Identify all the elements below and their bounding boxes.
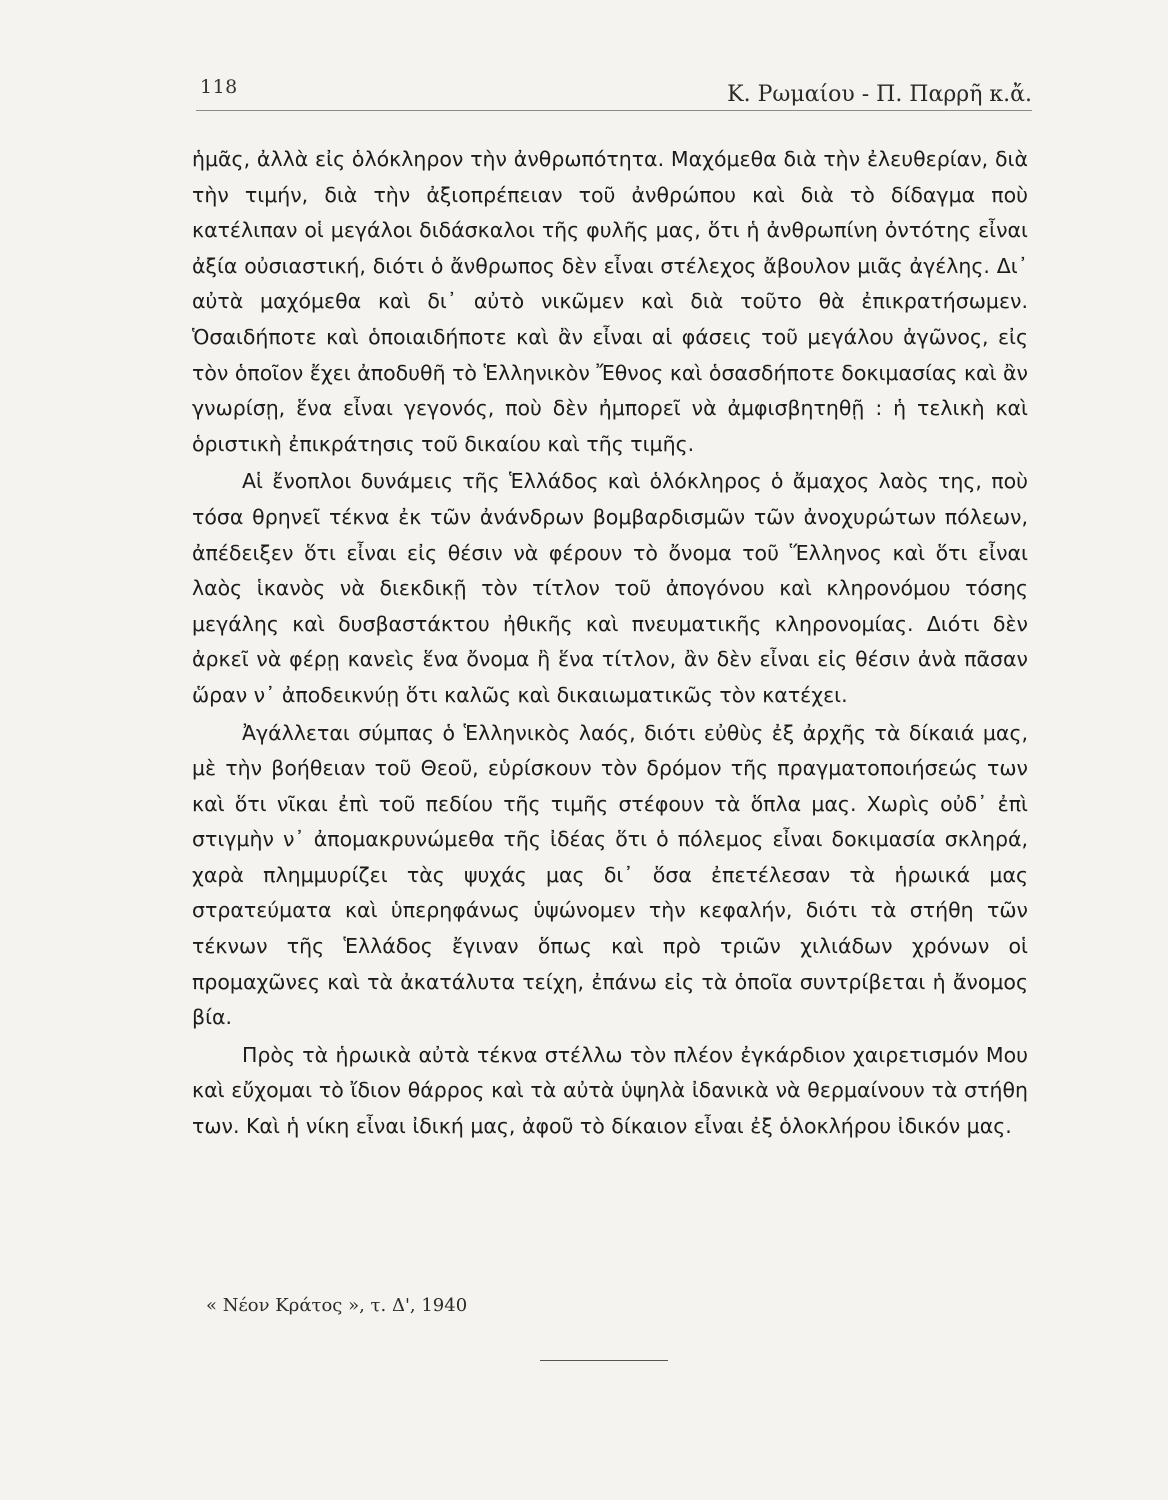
divider <box>540 1360 668 1361</box>
paragraph: Αἱ ἔνοπλοι δυνάμεις τῆς Ἑλλάδος καὶ ὁλόκληρος ὁ ἄμαχος λαὸς της, ποὺ τόσα θρηνεῖ τέκνα ἐκ τῶν ἀνάνδρων βομβαρδισμῶν τῶν ἀνοχυρώτων πόλεων, ἀπέδειξεν ὅτι εἶναι εἰς θέσιν νὰ φέρουν τὸ ὄνομα τοῦ Ἕλληνος καὶ ὅτι εἶναι λαὸς ἱκανὸς νὰ διεκδικῇ τὸν τίτλον τοῦ ἀπογόνου καὶ κληρονόμου τόσης μεγάλης καὶ δυσβαστάκτου ἠθικῆς καὶ πνευματικῆς κληρονομίας. Διότι δὲν ἀρκεῖ νὰ φέρῃ κανεὶς ἕνα ὄνομα ἢ ἕνα τίτλον, ἂν δὲν εἶναι εἰς θέσιν ἀνὰ πᾶσαν ὥραν ν᾿ ἀποδεικνύῃ ὅτι καλῶς καὶ δικαιωματικῶς τὸν κατέχει. <box>192 469 1028 707</box>
page-header <box>196 70 1032 111</box>
paragraph: ἡμᾶς, ἀλλὰ εἰς ὁλόκληρον τὴν ἀνθρωπότητα. Μαχόμεθα διὰ τὴν ἐλευθερίαν, διὰ τὴν τιμήν, διὰ τὴν ἀξιοπρέπειαν τοῦ ἀνθρώπου καὶ διὰ τὸ δίδαγμα ποὺ κατέλιπαν οἱ μεγάλοι διδάσκαλοι τῆς φυλῆς μας, ὅτι ἡ ἀνθρωπίνη ὀντότης εἶναι ἀξία οὐσιαστική, διότι ὁ ἄνθρωπος δὲν εἶναι στέλεχος ἄβουλον μιᾶς ἀγέλης. Δι᾿ αὐτὰ μαχόμεθα καὶ δι᾿ αὐτὸ νικῶμεν καὶ διὰ τοῦτο θὰ ἐπικρατήσωμεν. Ὁσαιδήποτε καὶ ὁποιαιδήποτε καὶ ἂν εἶναι αἱ φάσεις τοῦ μεγάλου ἀγῶνος, εἰς τὸν ὁποῖον ἔχει ἀποδυθῆ τὸ Ἑλληνικὸν Ἔθνος καὶ ὁσασδήποτε δοκιμασίας καὶ ἂν γνωρίσῃ, ἕνα εἶναι γεγονός, ποὺ δὲν ἠμπορεῖ νὰ ἀμφισβητηθῇ : ἡ τελικὴ καὶ ὁριστικὴ ἐπικράτησις τοῦ δικαίου καὶ τῆς τιμῆς. <box>192 147 1028 456</box>
body-text <box>192 142 1028 1145</box>
paragraph: Ἀγάλλεται σύμπας ὁ Ἑλληνικὸς λαός, διότι εὐθὺς ἐξ ἀρχῆς τὰ δίκαιά μας, μὲ τὴν βοήθειαν τοῦ Θεοῦ, εὑρίσκουν τὸν δρόμον τῆς πραγματοποιήσεώς των καὶ ὅτι νῖκαι ἐπὶ τοῦ πεδίου τῆς τιμῆς στέφουν τὰ ὅπλα μας. Χωρὶς οὐδ᾿ ἐπὶ στιγμὴν ν᾿ ἀπομακρυνώμεθα τῆς ἰδέας ὅτι ὁ πόλεμος εἶναι δοκιμασία σκληρά, χαρὰ πλημμυρίζει τὰς ψυχάς μας δι᾿ ὅσα ἐπετέλεσαν τὰ ἡρωικά μας στρατεύματα καὶ ὑπερηφάνως ὑψώνομεν τὴν κεφαλήν, διότι τὰ στήθη τῶν τέκνων τῆς Ἑλλάδος ἔγιναν ὅπως καὶ πρὸ τριῶν χιλιάδων χρόνων οἱ προμαχῶνες καὶ τὰ ἀκατάλυτα τείχη, ἐπάνω εἰς τὰ ὁποῖα συντρίβεται ἡ ἄνομος βία. <box>192 720 1028 1030</box>
page-number: 118 <box>200 76 238 98</box>
running-head: Κ. Ρωμαίου - Π. Παρρῆ κ.ἄ. <box>727 82 1032 107</box>
source-citation: « Νέον Κράτος », τ. Δ', 1940 <box>206 1295 468 1316</box>
paragraph: Πρὸς τὰ ἡρωικὰ αὐτὰ τέκνα στέλλω τὸν πλέον ἐγκάρδιον χαιρετισμόν Μου καὶ εὔχομαι τὸ ἴδιον θάρρος καὶ τὰ αὐτὰ ὑψηλὰ ἰδανικὰ νὰ θερμαίνουν τὰ στήθη των. Καὶ ἡ νίκη εἶναι ἰδική μας, ἀφοῦ τὸ δίκαιον εἶναι ἐξ ὁλοκλήρου ἰδικόν μας. <box>192 1042 1028 1139</box>
